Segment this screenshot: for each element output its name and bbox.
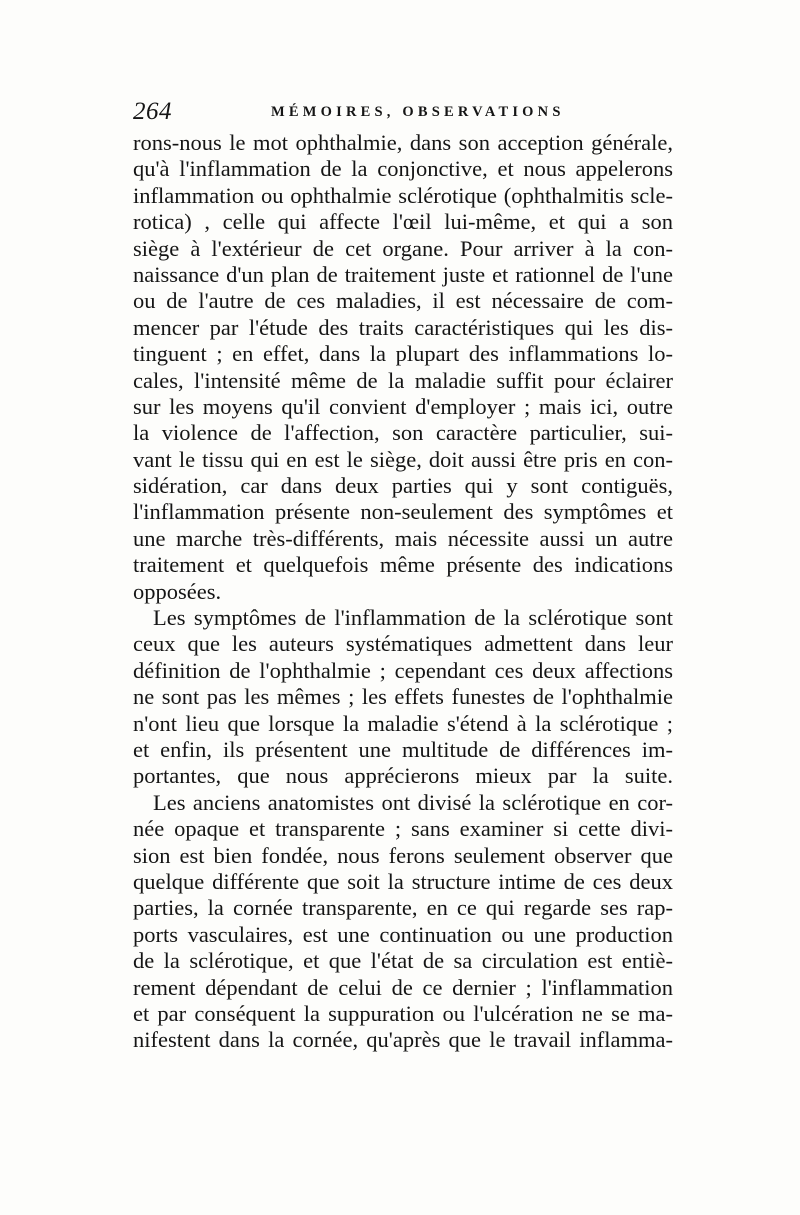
text-line: nifestent dans la cornée, qu'après que le travail inflamma- bbox=[133, 1027, 673, 1053]
text-line: rons-nous le mot ophthalmie, dans son acception générale, bbox=[133, 130, 673, 155]
paragraph-3 bbox=[133, 790, 673, 1054]
text-line: Les anciens anatomistes ont divisé la sclérotique en cor- bbox=[153, 789, 673, 815]
text-line: siège à l'extérieur de cet organe. Pour arriver à la con- bbox=[133, 235, 673, 261]
paragraph-1 bbox=[133, 130, 673, 605]
text-line: ports vasculaires, est une continuation ou une production bbox=[133, 921, 673, 947]
text-line: définition de l'ophthalmie ; cependant ces deux affections bbox=[133, 657, 673, 683]
text-line: rotica) , celle qui affecte l'œil lui-même, et qui a son bbox=[133, 209, 673, 235]
text-line: sur les moyens qu'il convient d'employer ; mais ici, outre bbox=[133, 393, 673, 419]
running-header bbox=[133, 96, 673, 128]
text-line: ceux que les auteurs systématiques admettent dans leur bbox=[133, 631, 673, 657]
text-line: traitement et quelquefois même présente des indications bbox=[133, 552, 673, 578]
text-line: cales, l'intensité même de la maladie suffit pour éclairer bbox=[133, 367, 673, 393]
text-line: quelque différente que soit la structure intime de ces deux bbox=[133, 868, 673, 894]
text-line: Les symptômes de l'inflammation de la sclérotique sont bbox=[153, 605, 673, 631]
text-line: opposées. bbox=[133, 578, 222, 604]
text-line: née opaque et transparente ; sans examiner si cette divi- bbox=[133, 816, 673, 842]
paragraph-2 bbox=[133, 605, 673, 790]
text-line: l'inflammation présente non-seulement des symptômes et bbox=[133, 499, 673, 525]
text-line: et par conséquent la suppuration ou l'ulcération ne se ma- bbox=[133, 1000, 673, 1026]
text-line: rement dépendant de celui de ce dernier ; l'inflammation bbox=[133, 974, 673, 1000]
text-line: portantes, que nous apprécierons mieux par la suite. bbox=[133, 763, 673, 789]
text-line: sion est bien fondée, nous ferons seulement observer que bbox=[133, 842, 673, 868]
text-line: ne sont pas les mêmes ; les effets funestes de l'ophthalmie bbox=[133, 684, 673, 710]
running-title: MÉMOIRES, OBSERVATIONS bbox=[271, 104, 565, 120]
text-line: ou de l'autre de ces maladies, il est nécessaire de com- bbox=[133, 288, 673, 314]
text-line: tinguent ; en effet, dans la plupart des inflammations lo- bbox=[133, 341, 673, 367]
text-line: et enfin, ils présentent une multitude de différences im- bbox=[133, 736, 673, 762]
text-line: parties, la cornée transparente, en ce qui regarde ses rap- bbox=[133, 895, 673, 921]
text-line: une marche très-différents, mais nécessite aussi un autre bbox=[133, 525, 673, 551]
text-line: naissance d'un plan de traitement juste et rationnel de l'une bbox=[133, 261, 673, 287]
text-line: inflammation ou ophthalmie sclérotique (ophthalmitis scle- bbox=[133, 182, 673, 208]
text-line: qu'à l'inflammation de la conjonctive, et nous appelerons bbox=[133, 156, 673, 182]
text-line: de la sclérotique, et que l'état de sa circulation est entiè- bbox=[133, 948, 673, 974]
body-text bbox=[133, 130, 673, 1054]
text-line: mencer par l'étude des traits caractéristiques qui les dis- bbox=[133, 314, 673, 340]
text-line: sidération, car dans deux parties qui y sont contiguës, bbox=[133, 473, 673, 499]
text-line: n'ont lieu que lorsque la maladie s'étend à la sclérotique ; bbox=[133, 710, 673, 736]
text-line: vant le tissu qui en est le siège, doit aussi être pris en con- bbox=[133, 446, 673, 472]
text-line: la violence de l'affection, son caractère particulier, sui- bbox=[133, 420, 673, 446]
page-number: 264 bbox=[133, 98, 172, 125]
